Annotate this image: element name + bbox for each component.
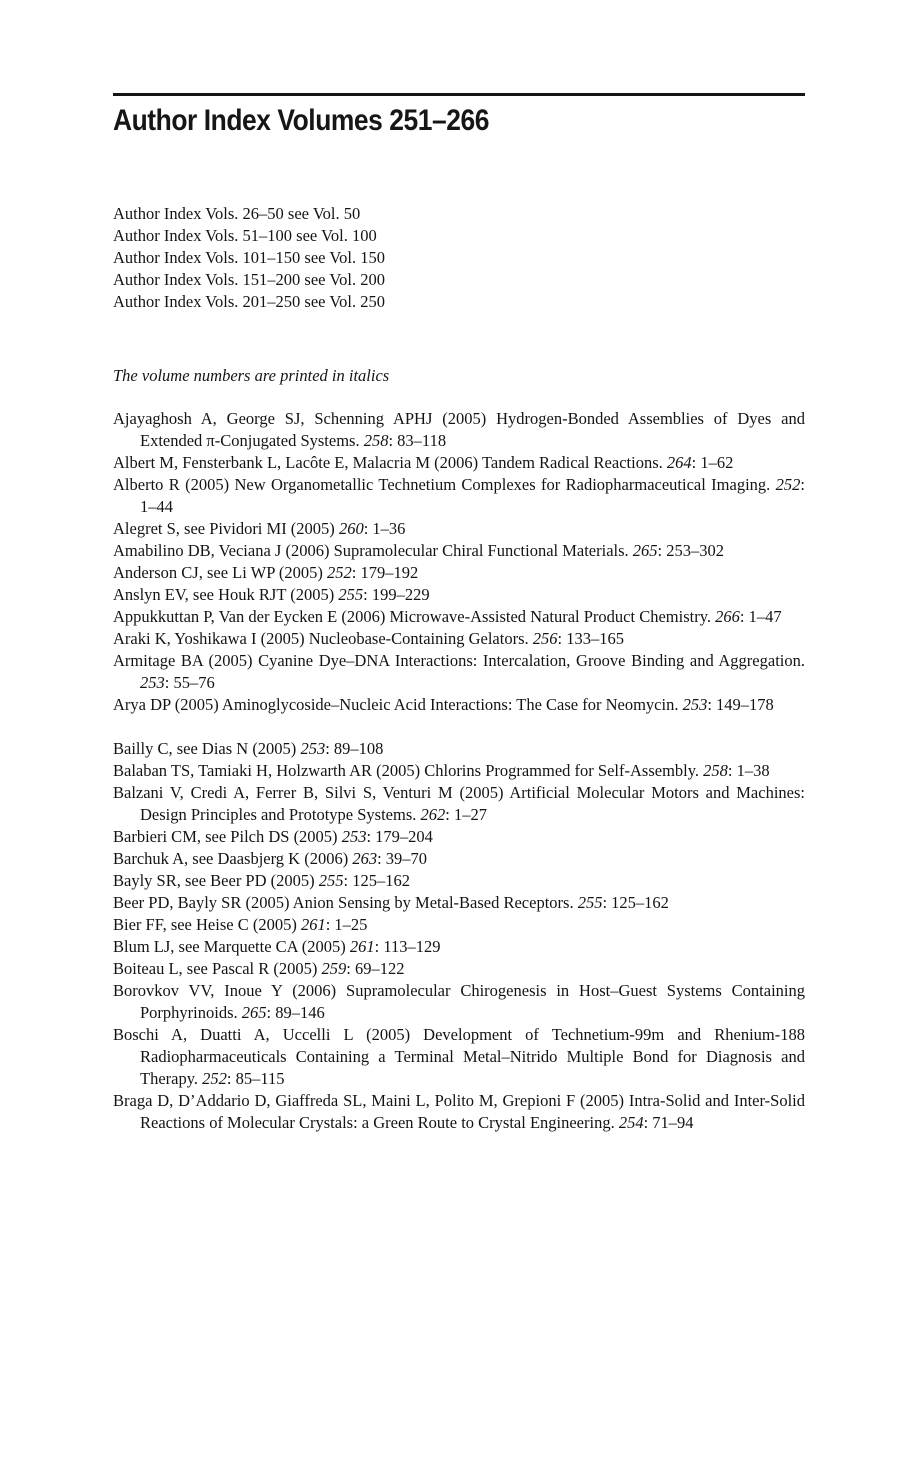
index-entry: Anslyn EV, see Houk RJT (2005) 255: 199–229: [113, 585, 430, 604]
volume-number: 263: [352, 849, 378, 868]
index-entry: Araki K, Yoshikawa I (2005) Nucleobase-Containing Gelators. 256: 133–165: [113, 629, 624, 648]
volume-number: 253: [682, 695, 708, 714]
volume-number: 254: [618, 1113, 644, 1132]
page: [113, 93, 805, 1134]
index-entry: Balaban TS, Tamiaki H, Holzwarth AR (2005) Chlorins Programmed for Self-Assembly. 258: 1–38: [113, 761, 770, 780]
index-entry: Bailly C, see Dias N (2005) 253: 89–108: [113, 739, 384, 758]
volume-number: 252: [327, 563, 352, 582]
page-title: Author Index Volumes 251–266: [113, 104, 490, 137]
index-entry: Albert M, Fensterbank L, Lacôte E, Malacria M (2006) Tandem Radical Reactions. 264: 1–62: [113, 453, 734, 472]
volume-number: 259: [321, 959, 347, 978]
volume-number: 266: [715, 607, 740, 626]
volume-number: 260: [338, 519, 364, 538]
title-rule: [113, 93, 805, 96]
index-entry: Braga D, D’Addario D, Giaffreda SL, Maini L, Polito M, Grepioni F (2005) Intra-Solid and Inter-Solid Reactions of Molecular Crystals: a Green Route to Crystal Engineering. 254: 71–94: [113, 1091, 805, 1132]
index-entry: Amabilino DB, Veciana J (2006) Supramolecular Chiral Functional Materials. 265: 253–302: [113, 541, 725, 560]
italics-note: The volume numbers are printed in italics: [113, 366, 390, 385]
volume-number: 253: [300, 739, 326, 758]
volume-number: 258: [703, 761, 728, 780]
index-entry: Boiteau L, see Pascal R (2005) 259: 69–122: [113, 959, 405, 978]
entry-group: [113, 738, 805, 1134]
volume-number: 261: [300, 915, 326, 934]
volume-number: 261: [349, 937, 375, 956]
index-entry: Ajayaghosh A, George SJ, Schenning APHJ (2005) Hydrogen-Bonded Assemblies of Dyes and Extended π-Conjugated Systems. 258: 83–118: [113, 409, 805, 450]
index-entry: Appukkuttan P, Van der Eycken E (2006) Microwave-Assisted Natural Product Chemistry. 266: 1–47: [113, 607, 782, 626]
index-entry: Alegret S, see Pividori MI (2005) 260: 1–36: [113, 519, 406, 538]
index-entry: Armitage BA (2005) Cyanine Dye–DNA Interactions: Intercalation, Groove Binding and Aggregation. 253: 55–76: [113, 651, 805, 692]
index-entry: Boschi A, Duatti A, Uccelli L (2005) Development of Technetium-99m and Rhenium-188 Radiopharmaceuticals Containing a Terminal Metal–Nitrido Multiple Bond for Diagnosis and Therapy. 252: 85–115: [113, 1025, 805, 1088]
index-entry: Beer PD, Bayly SR (2005) Anion Sensing by Metal-Based Receptors. 255: 125–162: [113, 893, 669, 912]
index-entry: Anderson CJ, see Li WP (2005) 252: 179–192: [113, 563, 419, 582]
volume-ref-line: Author Index Vols. 26–50 see Vol. 50: [113, 204, 361, 223]
index-entry: Bier FF, see Heise C (2005) 261: 1–25: [113, 915, 368, 934]
volume-number: 256: [532, 629, 558, 648]
volume-number: 258: [363, 431, 389, 450]
index-entry: Bayly SR, see Beer PD (2005) 255: 125–162: [113, 871, 410, 890]
volume-number: 264: [666, 453, 692, 472]
volume-ref-list: [113, 203, 805, 313]
volume-number: 253: [341, 827, 367, 846]
volume-number: 252: [202, 1069, 227, 1088]
author-index-entries: [113, 408, 805, 1134]
volume-number: 255: [318, 871, 344, 890]
index-entry: Barchuk A, see Daasbjerg K (2006) 263: 39–70: [113, 849, 428, 868]
index-entry: Alberto R (2005) New Organometallic Technetium Complexes for Radiopharmaceutical Imaging. 252: 1–44: [113, 475, 805, 516]
volume-number: 255: [338, 585, 364, 604]
entry-group: [113, 408, 805, 716]
volume-ref-line: Author Index Vols. 101–150 see Vol. 150: [113, 248, 385, 267]
volume-number: 253: [140, 673, 165, 692]
index-entry: Borovkov VV, Inoue Y (2006) Supramolecular Chirogenesis in Host–Guest Systems Containing Porphyrinoids. 265: 89–146: [113, 981, 805, 1022]
volume-number: 265: [632, 541, 658, 560]
volume-number: 252: [775, 475, 801, 494]
volume-ref-line: Author Index Vols. 151–200 see Vol. 200: [113, 270, 385, 289]
index-entry: Barbieri CM, see Pilch DS (2005) 253: 179–204: [113, 827, 433, 846]
volume-number: 265: [241, 1003, 267, 1022]
volume-ref-line: Author Index Vols. 51–100 see Vol. 100: [113, 226, 377, 245]
index-entry: Blum LJ, see Marquette CA (2005) 261: 113–129: [113, 937, 441, 956]
volume-number: 262: [420, 805, 446, 824]
index-entry: Arya DP (2005) Aminoglycoside–Nucleic Acid Interactions: The Case for Neomycin. 253: 149–178: [113, 695, 774, 714]
index-entry: Balzani V, Credi A, Ferrer B, Silvi S, Venturi M (2005) Artificial Molecular Motors and Machines: Design Principles and Prototype Systems. 262: 1–27: [113, 783, 805, 824]
volume-ref-line: Author Index Vols. 201–250 see Vol. 250: [113, 292, 385, 311]
volume-number: 255: [577, 893, 603, 912]
